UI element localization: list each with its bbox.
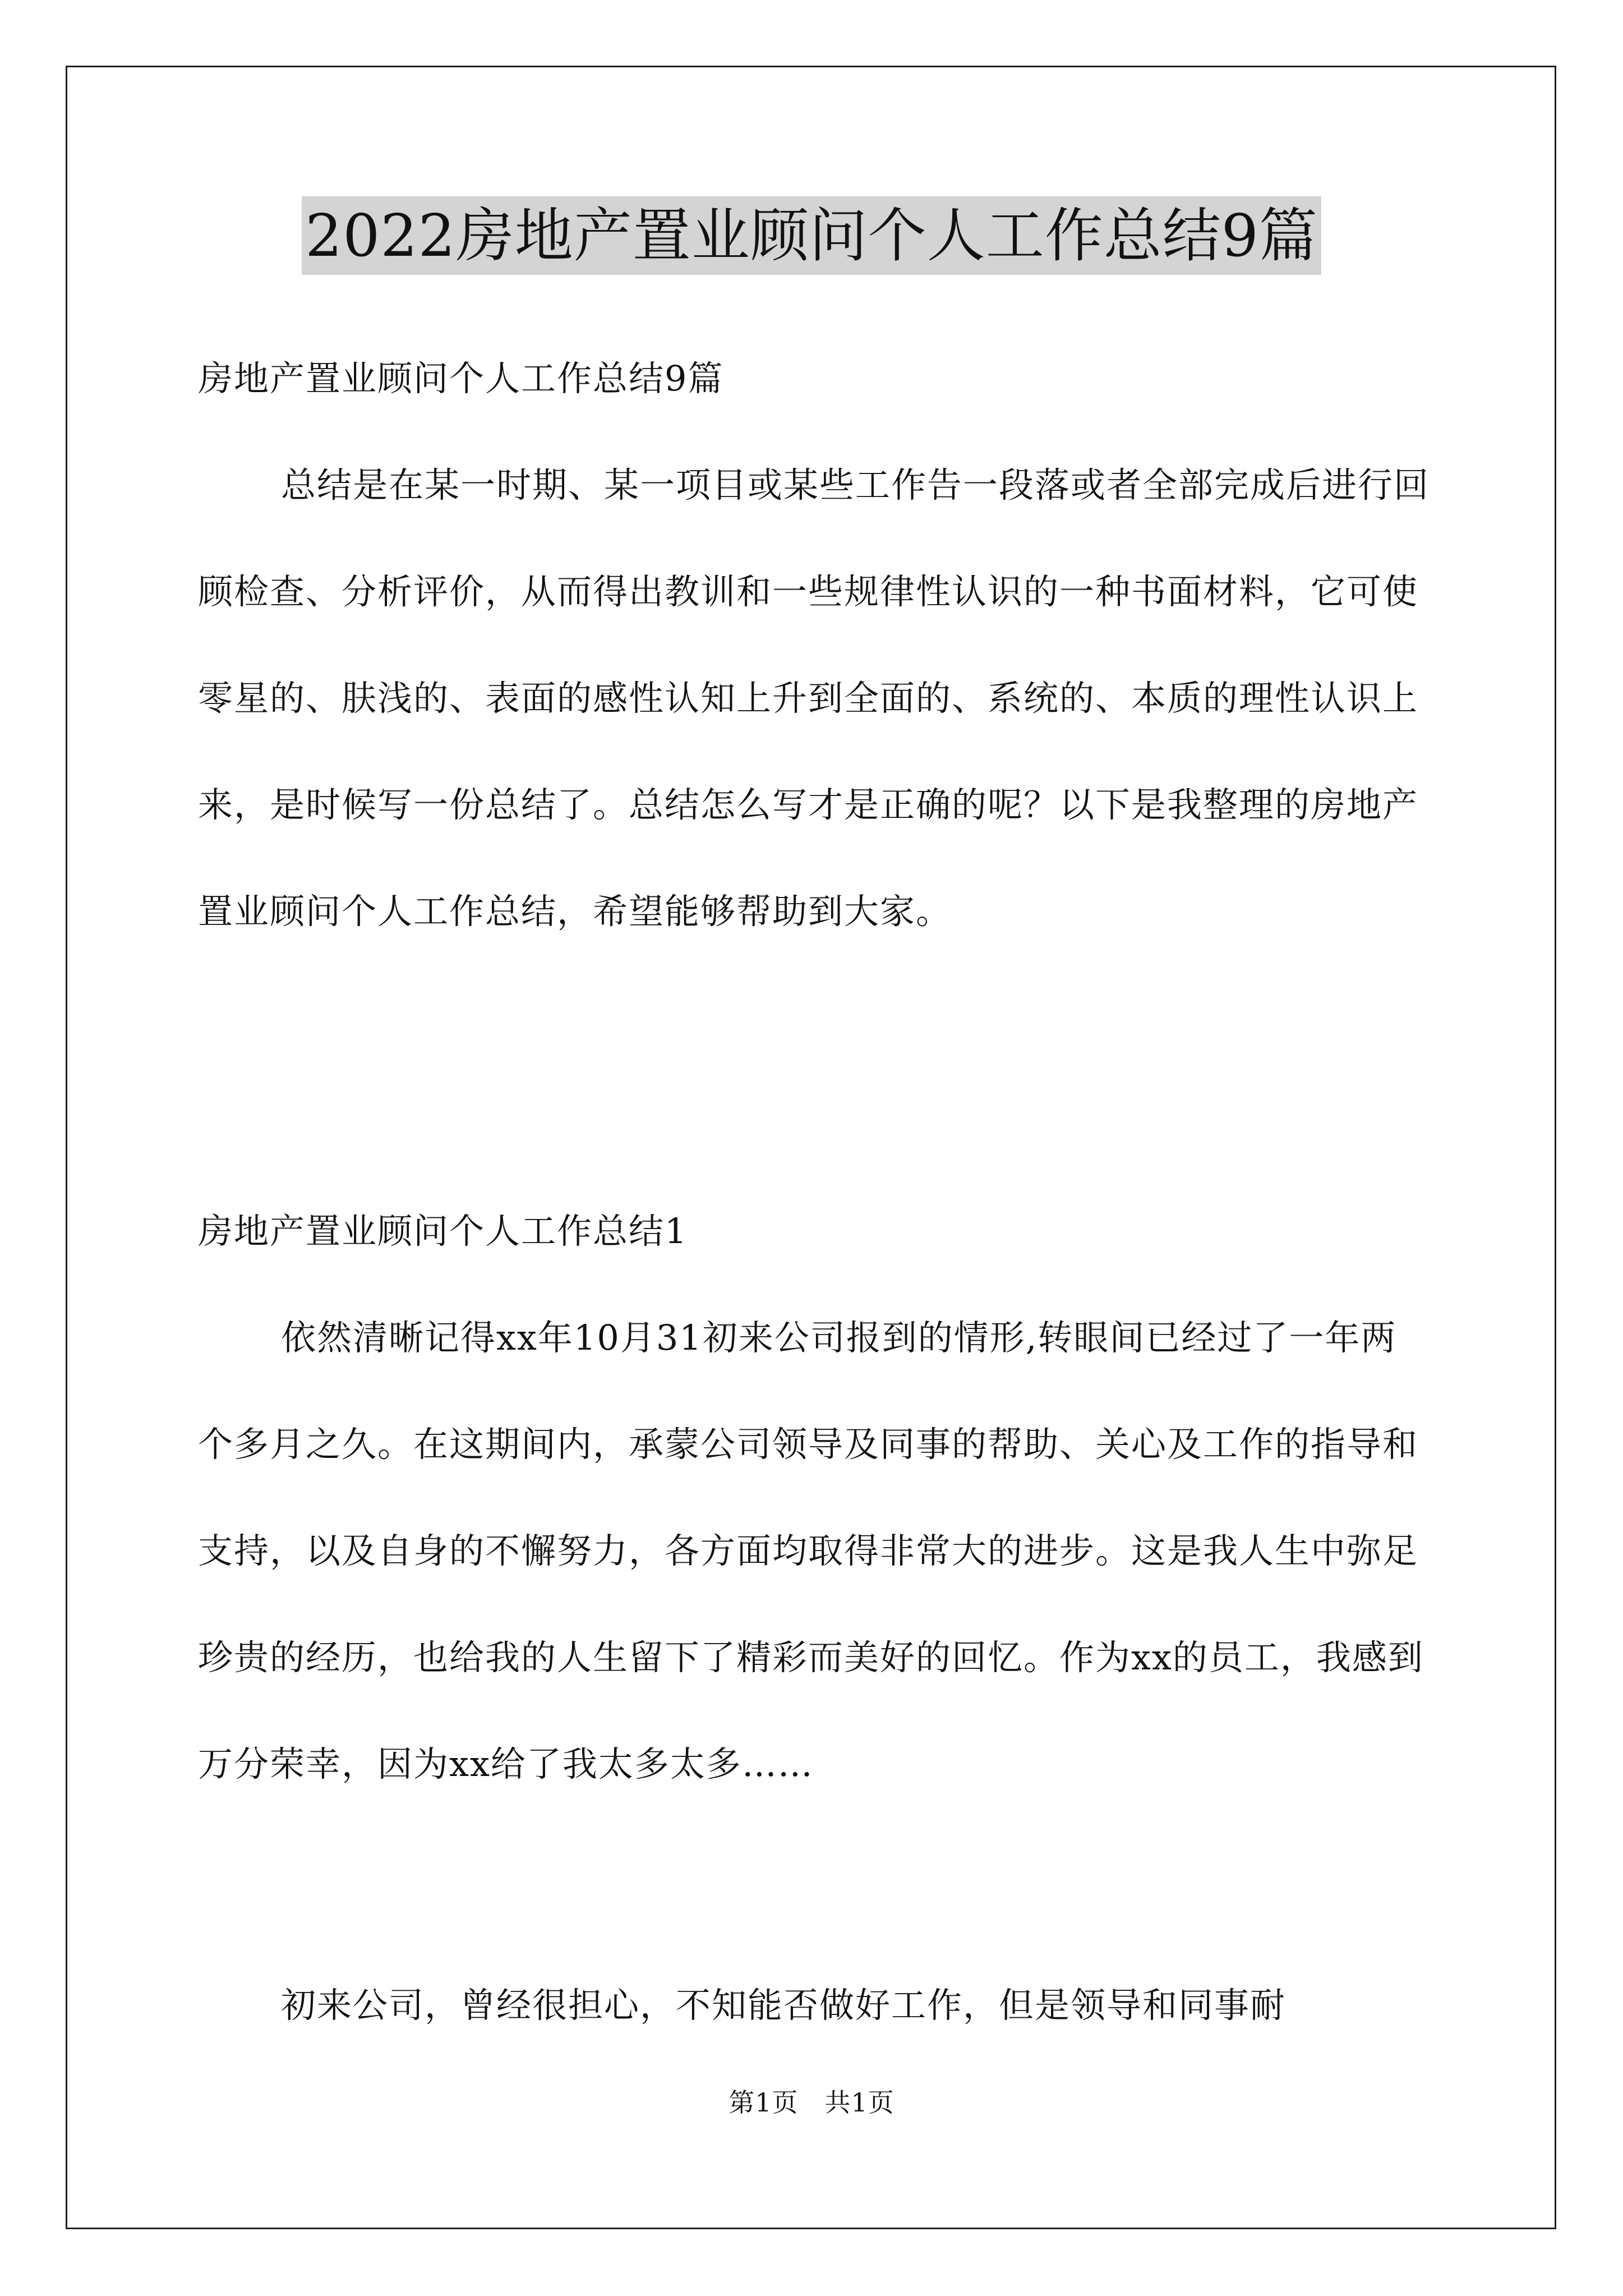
section-heading: 房地产置业顾问个人工作总结1 [198, 1211, 688, 1251]
section-paragraph-continued: 初来公司，曾经很担心，不知能否做好工作，但是领导和同事耐 [281, 1985, 1287, 2026]
section-paragraph: 依然清晰记得xx年10月31初来公司报到的情形,转眼间已经过了一年两个多月之久。在这期间内，承蒙公司领导及同事的帮助、关心及工作的指导和支持，以及自身的不懈努力，各方面均取得非常大的进步。这是我人生中弥足珍贵的经历，也给我的人生留下了精彩而美好的回忆。作为xx的员工，我感到万分荣幸，因为xx给了我太多太多…… [198, 1317, 1424, 1784]
title-container [0, 196, 1623, 275]
document-title: 2022房地产置业顾问个人工作总结9篇 [302, 196, 1321, 275]
page-footer: 第1页 共1页 [728, 2087, 895, 2118]
document-subtitle: 房地产置业顾问个人工作总结9篇 [198, 358, 724, 399]
intro-paragraph: 总结是在某一时期、某一项目或某些工作告一段落或者全部完成后进行回顾检查、分析评价，从而得出教训和一些规律性认识的一种书面材料，它可使零星的、肤浅的、表面的感性认知上升到全面的、系统的、本质的理性认识上来，是时候写一份总结了。总结怎么写才是正确的呢？以下是我整理的房地产置业顾问个人工作总结，希望能够帮助到大家。 [198, 464, 1430, 932]
